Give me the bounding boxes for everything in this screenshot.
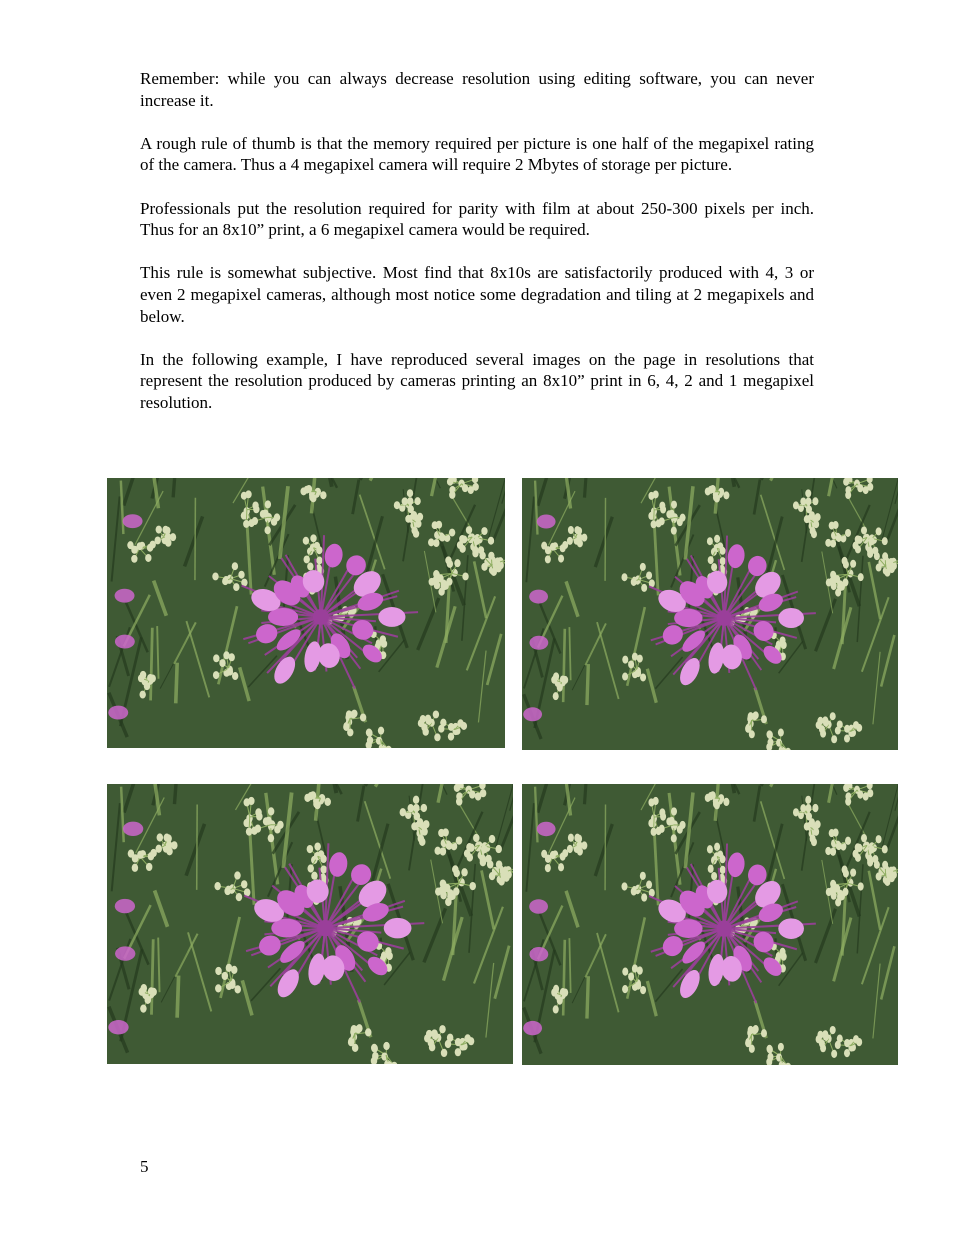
flower-photo-1 xyxy=(107,478,505,748)
paragraph-5: In the following example, I have reproduced several images on the page in resolutions that represent the resolution produced by cameras printing an 8x10” print in 6, 4, 2 and 1 megapixel resolution. xyxy=(140,349,814,412)
flower-photo-4 xyxy=(522,784,898,1065)
flower-photo-3 xyxy=(107,784,513,1064)
flower-photo-2 xyxy=(522,478,898,750)
paragraph-2: A rough rule of thumb is that the memory required per picture is one half of the megapixel rating of the camera. Thus a 4 megapixel camera will require 2 Mbytes of storage per picture. xyxy=(140,133,814,175)
body-text xyxy=(140,68,814,435)
paragraph-4: This rule is somewhat subjective. Most find that 8x10s are satisfactorily produced with 4, 3 or even 2 megapixel cameras, although most notice some degradation and tiling at 2 megapixels and below. xyxy=(140,263,814,326)
flower-illustration xyxy=(522,784,898,1065)
flower-illustration xyxy=(522,478,898,750)
paragraph-3: Professionals put the resolution required for parity with film at about 250-300 pixels per inch. Thus for an 8x10” print, a 6 megapixel camera would be required. xyxy=(140,198,814,240)
page-number: 5 xyxy=(140,1157,149,1176)
paragraph-1: Remember: while you can always decrease resolution using editing software, you can never increase it. xyxy=(140,69,814,110)
flower-illustration xyxy=(107,478,505,748)
flower-illustration xyxy=(107,784,513,1064)
